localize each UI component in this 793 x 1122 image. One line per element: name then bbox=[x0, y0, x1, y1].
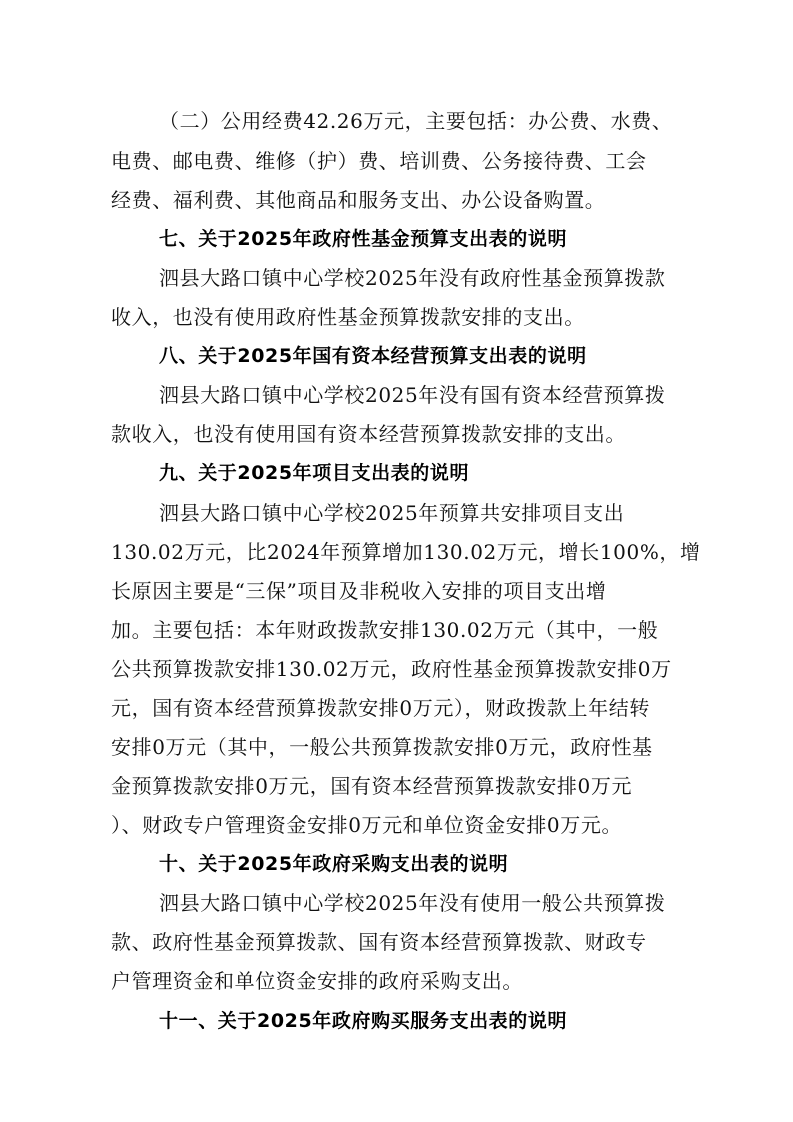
body-text-line: 款收入，也没有使用国有资本经营预算拨款安排的支出。 bbox=[111, 422, 626, 446]
section-heading-8: 八、关于2025年国有资本经营预算支出表的说明 bbox=[159, 345, 587, 367]
body-text-line: 元，国有资本经营预算拨款安排0万元），财政拨款上年结转 bbox=[111, 696, 650, 720]
body-text-line: 公共预算拨款安排130.02万元，政府性基金预算拨款安排0万 bbox=[111, 657, 672, 681]
section-heading-11: 十一、关于2025年政府购买服务支出表的说明 bbox=[159, 1010, 568, 1032]
body-text-line: 电费、邮电费、维修（护）费、培训费、公务接待费、工会 bbox=[111, 149, 647, 173]
body-text-line: 经费、福利费、其他商品和服务支出、办公设备购置。 bbox=[111, 188, 606, 212]
body-text-line: （二）公用经费42.26万元，主要包括：办公费、水费、 bbox=[159, 109, 673, 133]
body-text-line: 泗县大路口镇中心学校2025年没有国有资本经营预算拨 bbox=[159, 383, 666, 407]
body-text-line: 安排0万元（其中，一般公共预算拨款安排0万元，政府性基 bbox=[111, 735, 653, 759]
body-text-line: 户管理资金和单位资金安排的政府采购支出。 bbox=[111, 969, 523, 993]
body-text-line: 金预算拨款安排0万元，国有资本经营预算拨款安排0万元 bbox=[111, 774, 633, 798]
body-text-line: 收入，也没有使用政府性基金预算拨款安排的支出。 bbox=[111, 305, 585, 329]
section-heading-10: 十、关于2025年政府采购支出表的说明 bbox=[159, 853, 509, 875]
body-text-line: 泗县大路口镇中心学校2025年预算共安排项目支出 bbox=[159, 501, 625, 525]
body-text-line: 泗县大路口镇中心学校2025年没有政府性基金预算拨款 bbox=[159, 266, 666, 290]
body-text-line: 长原因主要是“三保”项目及非税收入安排的项目支出增 bbox=[111, 579, 607, 603]
body-text-line: 加。主要包括：本年财政拨款安排130.02万元（其中，一般 bbox=[111, 618, 659, 642]
section-heading-7: 七、关于2025年政府性基金预算支出表的说明 bbox=[159, 228, 568, 250]
body-text-line: 款、政府性基金预算拨款、国有资本经营预算拨款、财政专 bbox=[111, 930, 647, 954]
body-text-line: ）、财政专户管理资金安排0万元和单位资金安排0万元。 bbox=[111, 813, 623, 837]
body-text-line: 泗县大路口镇中心学校2025年没有使用一般公共预算拨 bbox=[159, 891, 666, 915]
body-text-line: 130.02万元，比2024年预算增加130.02万元，增长100%，增 bbox=[111, 540, 701, 564]
section-heading-9: 九、关于2025年项目支出表的说明 bbox=[159, 462, 470, 484]
